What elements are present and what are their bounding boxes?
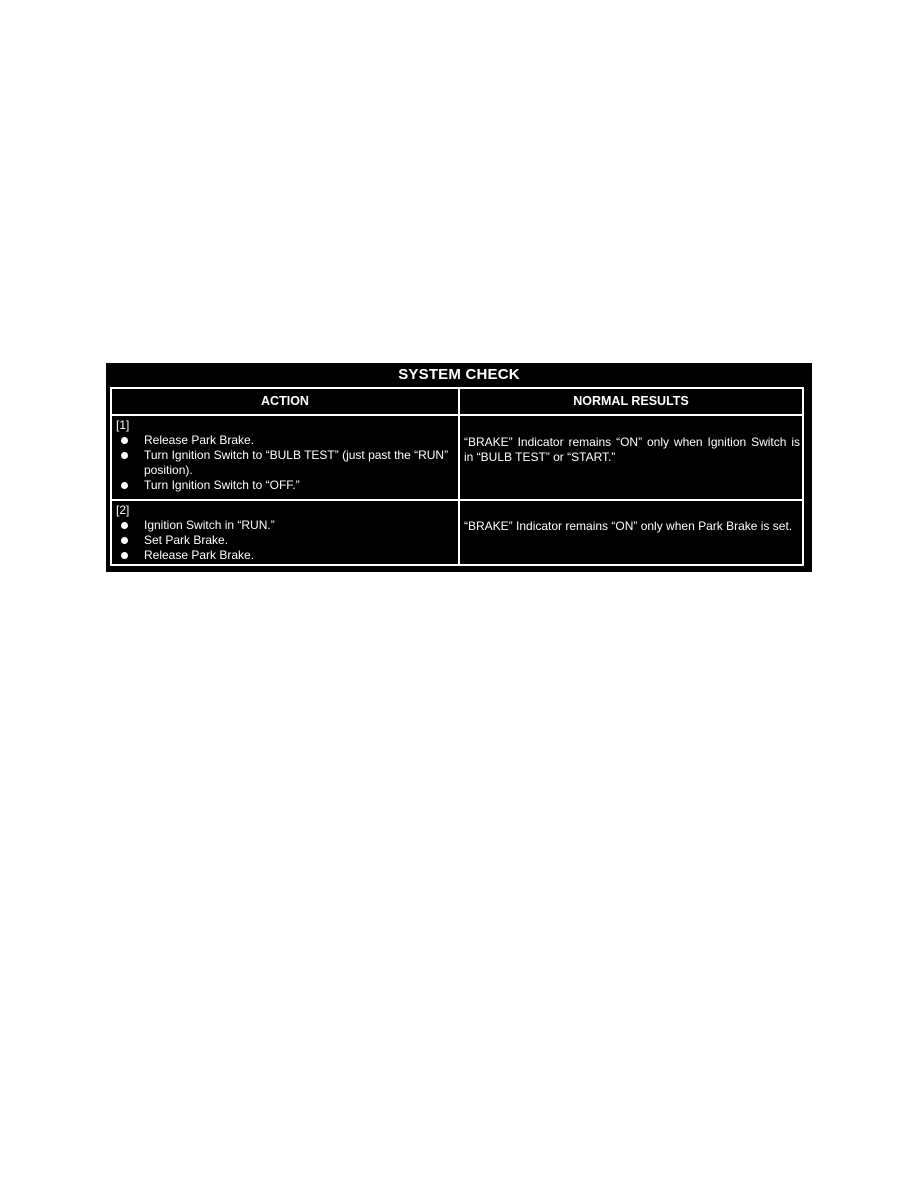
row-2-action-list [116,518,454,563]
column-header-results: NORMAL RESULTS [573,394,689,408]
row-1-step-number: [1] [116,418,130,432]
row-2-action-item: Set Park Brake. [116,533,454,548]
row-1-action-item: Turn Ignition Switch to “OFF.” [116,478,454,493]
row-2-result-cell: “BRAKE” Indicator remains “ON” only when Park Brake is set. [464,519,793,533]
row-1-action-cell [116,418,454,493]
header-divider [112,414,802,416]
row-2-action-cell [116,503,454,563]
row-2-step-number: [2] [116,503,130,517]
row-2-action-item: Release Park Brake. [116,548,454,563]
row-divider [112,499,802,501]
row-2-action-item: Ignition Switch in “RUN.” [116,518,454,533]
row-1-action-item: Release Park Brake. [116,433,454,448]
column-header-action: ACTION [261,394,309,408]
row-1-action-list [116,433,454,493]
row-1-action-item: Turn Ignition Switch to “BULB TEST” (just past the “RUN” position). [116,448,454,478]
table-title: SYSTEM CHECK [398,366,520,383]
system-check-table [106,363,812,572]
row-1-result-cell: “BRAKE” Indicator remains “ON” only when Ignition Switch is in “BULB TEST” or “START.” [464,435,800,464]
table-grid [110,387,804,566]
